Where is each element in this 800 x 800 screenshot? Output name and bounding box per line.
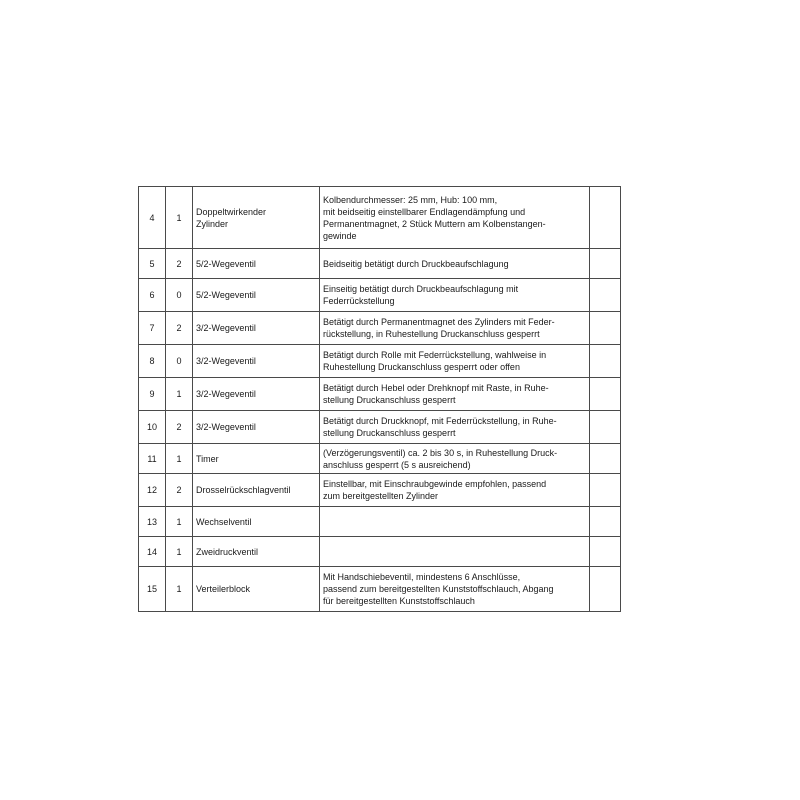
component-name-cell (193, 507, 320, 537)
description-line: stellung Druckanschluss gesperrt (323, 428, 456, 438)
component-name-line: 3/2-Wegeventil (196, 356, 256, 366)
description-line: Beidseitig betätigt durch Druckbeaufschlagung (323, 258, 509, 269)
quantity-cell: 0 (166, 279, 193, 312)
component-name-cell (193, 345, 320, 378)
component-name-cell (193, 411, 320, 444)
position-number-cell: 12 (139, 474, 166, 507)
description-line: (Verzögerungsventil) ca. 2 bis 30 s, in Ruhestellung Druck- (323, 447, 558, 458)
quantity-cell: 1 (166, 537, 193, 567)
description-cell (320, 345, 590, 378)
description-cell (320, 411, 590, 444)
description-cell (320, 378, 590, 411)
description-line: zum bereitgestellten Zylinder (323, 491, 439, 501)
component-name-cell (193, 378, 320, 411)
notes-cell (590, 507, 621, 537)
quantity-cell: 2 (166, 411, 193, 444)
quantity-cell: 0 (166, 345, 193, 378)
component-name-line: Timer (196, 453, 219, 464)
component-name-cell (193, 312, 320, 345)
description-line: Mit Handschiebeventil, mindestens 6 Anschlüsse, (323, 572, 521, 582)
component-name-line: Verteilerblock (196, 584, 251, 594)
position-number-cell: 7 (139, 312, 166, 345)
table-row (139, 378, 621, 411)
description-line: passend zum bereitgestellten Kunststoffschlauch, Abgang (323, 584, 554, 594)
component-name-line: Doppeltwirkender (196, 206, 267, 217)
component-name-line: Zylinder (196, 218, 229, 229)
component-name-line: Drosselrückschlagventil (196, 485, 291, 495)
description-line: anschluss gesperrt (5 s ausreichend) (323, 459, 471, 470)
notes-cell (590, 312, 621, 345)
component-name-line: 5/2-Wegeventil (196, 258, 256, 269)
description-line: gewinde (323, 230, 357, 241)
position-number-cell: 15 (139, 567, 166, 612)
table-row (139, 474, 621, 507)
parts-table-body (139, 187, 621, 612)
description-cell (320, 507, 590, 537)
table-row (139, 312, 621, 345)
component-name-cell (193, 474, 320, 507)
component-name-cell (193, 187, 320, 249)
component-name-line: 5/2-Wegeventil (196, 290, 256, 300)
description-cell (320, 567, 590, 612)
description-cell (320, 187, 590, 249)
table-row (139, 444, 621, 474)
notes-cell (590, 187, 621, 249)
notes-cell (590, 279, 621, 312)
table-row (139, 279, 621, 312)
description-line: Betätigt durch Rolle mit Federrückstellung, wahlweise in (323, 350, 547, 360)
quantity-cell: 1 (166, 187, 193, 249)
description-line: rückstellung, in Ruhestellung Druckanschluss gesperrt (323, 329, 540, 339)
description-line: Einseitig betätigt durch Druckbeaufschlagung mit (323, 284, 519, 294)
description-line: mit beidseitig einstellbarer Endlagendämpfung und (323, 206, 526, 217)
description-cell (320, 474, 590, 507)
position-number-cell: 6 (139, 279, 166, 312)
notes-cell (590, 249, 621, 279)
description-line: Permanentmagnet, 2 Stück Muttern am Kolbenstangen- (323, 218, 546, 229)
table-row (139, 249, 621, 279)
table-row (139, 411, 621, 444)
table-row (139, 187, 621, 249)
component-name-line: 3/2-Wegeventil (196, 323, 256, 333)
position-number-cell: 8 (139, 345, 166, 378)
table-row (139, 345, 621, 378)
table-row (139, 567, 621, 612)
quantity-cell: 2 (166, 312, 193, 345)
component-name-cell (193, 537, 320, 567)
position-number-cell: 13 (139, 507, 166, 537)
position-number-cell: 5 (139, 249, 166, 279)
position-number-cell: 11 (139, 444, 166, 474)
component-name-cell (193, 279, 320, 312)
description-cell (320, 249, 590, 279)
description-line: Betätigt durch Hebel oder Drehknopf mit Raste, in Ruhe- (323, 383, 549, 393)
position-number-cell: 14 (139, 537, 166, 567)
component-name-line: Wechselventil (196, 516, 252, 527)
quantity-cell: 1 (166, 378, 193, 411)
parts-list-sheet (138, 186, 620, 612)
quantity-cell: 1 (166, 507, 193, 537)
description-line: Betätigt durch Druckknopf, mit Federrückstellung, in Ruhe- (323, 416, 557, 426)
position-number-cell: 10 (139, 411, 166, 444)
description-cell (320, 312, 590, 345)
description-line: Einstellbar, mit Einschraubgewinde empfohlen, passend (323, 479, 547, 489)
position-number-cell: 9 (139, 378, 166, 411)
quantity-cell: 2 (166, 474, 193, 507)
description-line: Federrückstellung (323, 296, 395, 306)
notes-cell (590, 537, 621, 567)
description-line: Ruhestellung Druckanschluss gesperrt oder offen (323, 362, 520, 372)
notes-cell (590, 378, 621, 411)
component-name-cell (193, 444, 320, 474)
notes-cell (590, 411, 621, 444)
notes-cell (590, 474, 621, 507)
component-name-cell (193, 249, 320, 279)
notes-cell (590, 567, 621, 612)
component-name-line: 3/2-Wegeventil (196, 422, 256, 432)
component-name-cell (193, 567, 320, 612)
quantity-cell: 2 (166, 249, 193, 279)
position-number-cell: 4 (139, 187, 166, 249)
description-line: Kolbendurchmesser: 25 mm, Hub: 100 mm, (323, 194, 498, 205)
description-cell (320, 537, 590, 567)
parts-table (138, 186, 621, 612)
notes-cell (590, 444, 621, 474)
table-row (139, 537, 621, 567)
quantity-cell: 1 (166, 444, 193, 474)
description-line: stellung Druckanschluss gesperrt (323, 395, 456, 405)
notes-cell (590, 345, 621, 378)
description-cell (320, 279, 590, 312)
component-name-line: Zweidruckventil (196, 546, 259, 557)
description-cell (320, 444, 590, 474)
description-line: für bereitgestellten Kunststoffschlauch (323, 596, 475, 606)
component-name-line: 3/2-Wegeventil (196, 389, 256, 399)
quantity-cell: 1 (166, 567, 193, 612)
description-line: Betätigt durch Permanentmagnet des Zylinders mit Feder- (323, 317, 555, 327)
table-row (139, 507, 621, 537)
